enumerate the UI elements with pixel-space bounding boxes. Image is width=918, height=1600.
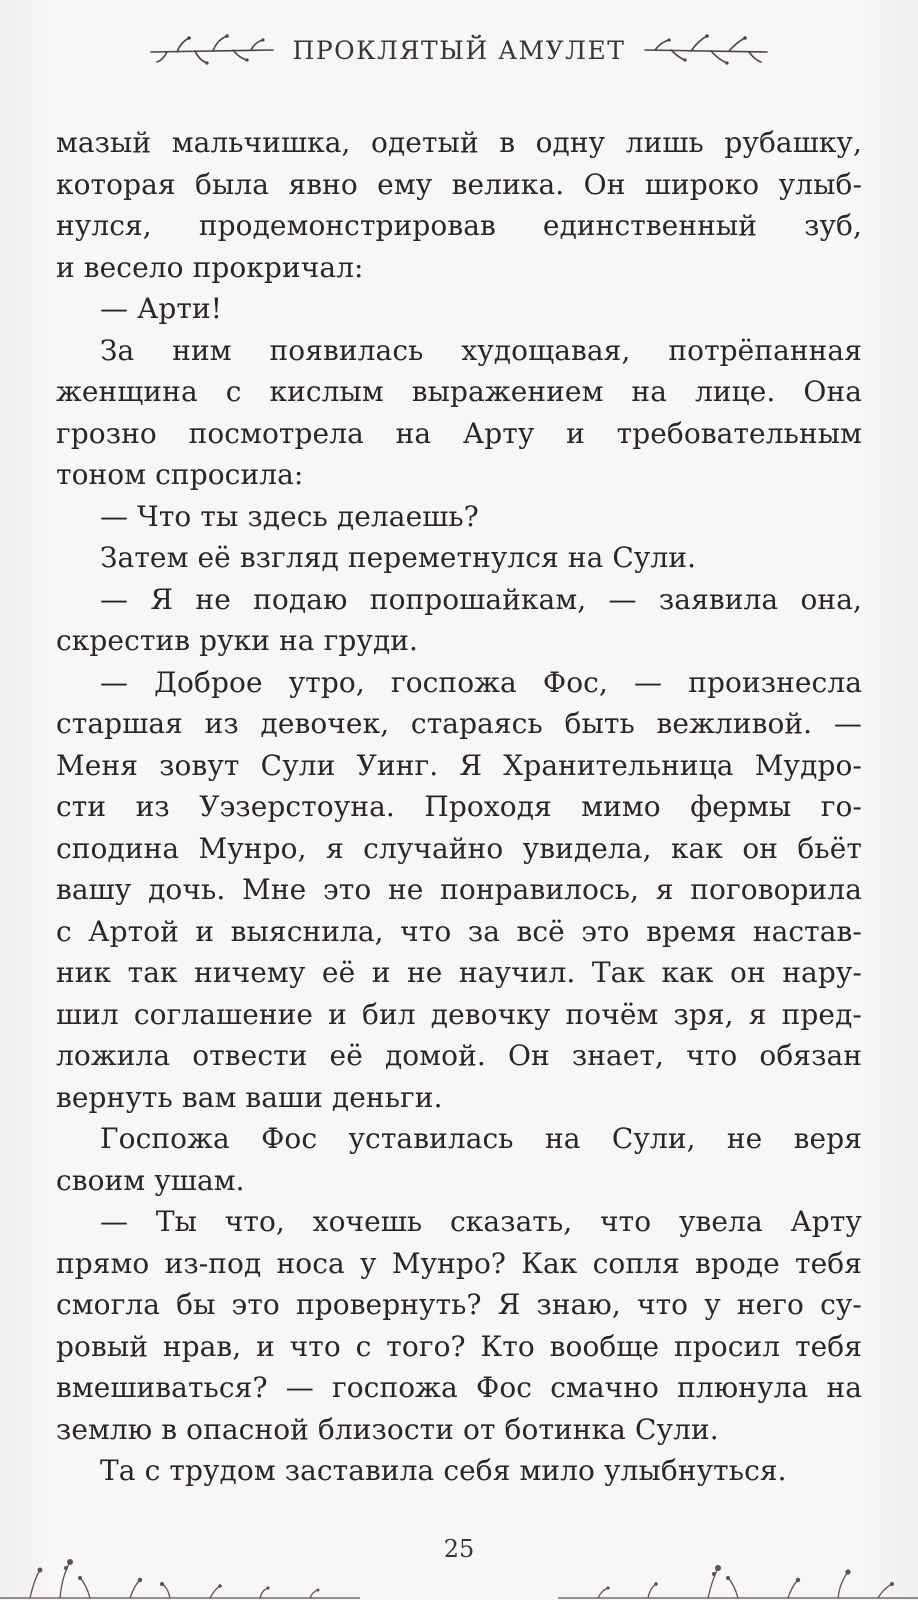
text-line: ровый нрав, и что с того? Кто вообще просил тебя [56,1329,862,1363]
text-line: мазый мальчишка, одетый в одну лишь рубашку, [56,126,862,159]
book-title: ПРОКЛЯТЫЙ АМУЛЕТ [292,35,626,65]
text-line: Та с трудом заставила себя мило улыбнуться. [100,1454,787,1487]
text-line: землю в опасной близости от ботинка Сули. [56,1412,719,1446]
text-line: шил соглашение и бил девочку почём зря, я пред- [56,997,862,1031]
left-branch-ornament-icon [147,30,277,70]
text-line: прямо из-под носа у Мунро? Как сопля вроде тебя [56,1246,862,1280]
text-line: За ним появилась худощавая, потрёпанная [100,333,862,367]
body-text [56,122,862,1492]
text-line: вмешиваться? — госпожа Фос смачно плюнула на [56,1371,862,1404]
right-branch-ornament-icon [641,30,771,70]
text-line: Меня зовут Сули Уинг. Я Хранительница Мудро- [56,748,862,782]
text-line: своим ушам. [56,1163,245,1197]
text-line: Затем её взгляд переметнулся на Сули. [100,541,697,574]
text-line: — Ты что, хочешь сказать, что увела Арту [100,1205,862,1238]
page-footer [0,1515,918,1600]
text-line: женщина с кислым выражением на лице. Она [56,375,862,408]
text-line: ложила отвести её домой. Он знает, что обязан [56,1039,862,1072]
text-line: — Что ты здесь делаешь? [100,499,479,533]
right-floral-ornament-icon [558,1540,918,1600]
text-line: вашу дочь. Мне это не понравилось, я поговорила [56,873,862,906]
text-line: нулся, продемонстрировав единственный зуб, [56,209,862,242]
text-line: — Доброе утро, госпожа Фос, — произнесла [100,665,862,699]
text-line: тоном спросила: [56,458,304,491]
text-line: ник так ничему её и не научил. Так как он нару- [56,956,862,989]
text-line: — Арти! [100,292,223,325]
text-line: сподина Мунро, я случайно увидела, как он бьёт [56,831,862,865]
text-line: смогла бы это провернуть? Я знаю, что у него су- [56,1288,862,1321]
running-header [0,28,918,72]
text-line: Госпожа Фос уставилась на Сули, не веря [100,1122,862,1155]
text-line: вернуть вам ваши деньги. [56,1080,443,1114]
text-line: и весело прокричал: [56,250,364,284]
text-line: грозно посмотрела на Арту и требовательным [56,416,862,450]
text-line: сти из Уэзерстоуна. Проходя мимо фермы го- [56,790,862,823]
text-line: с Артой и выяснила, что за всё это время настав- [56,914,862,948]
text-line: — Я не подаю попрошайкам, — заявила она, [100,582,862,616]
text-line: которая была явно ему велика. Он широко улыб- [56,167,862,201]
text-line: скрестив руки на груди. [56,624,419,657]
text-line: старшая из девочек, стараясь быть вежливой. — [56,707,862,740]
page-number: 25 [443,1535,475,1563]
